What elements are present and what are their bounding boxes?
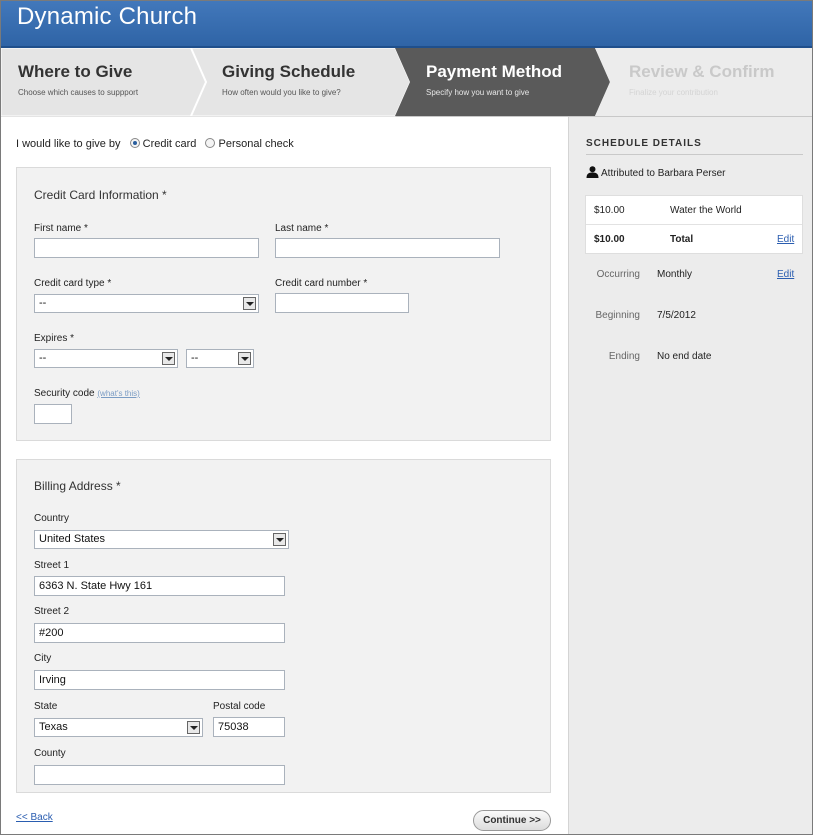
postal-code-label: Postal code: [213, 701, 266, 712]
expires-year-value: --: [191, 352, 199, 364]
postal-code-input[interactable]: 75038: [213, 717, 285, 737]
gift-line-row: [586, 196, 802, 225]
dropdown-arrow-icon: [238, 352, 251, 365]
street2-label: Street 2: [34, 606, 70, 617]
beginning-label: Beginning: [595, 310, 640, 321]
country-value: United States: [39, 533, 106, 545]
dropdown-arrow-icon: [162, 352, 175, 365]
step-where-to-give[interactable]: [1, 48, 191, 116]
expires-year-select[interactable]: [186, 349, 254, 368]
card-type-select[interactable]: [34, 294, 259, 313]
state-label: State: [34, 701, 58, 712]
security-code-input[interactable]: [34, 404, 72, 424]
occurring-label: Occurring: [596, 269, 640, 280]
attributed-text: Attributed to Barbara Perser: [601, 168, 726, 179]
back-link[interactable]: << Back: [16, 812, 53, 823]
street1-input[interactable]: 6363 N. State Hwy 161: [34, 576, 285, 596]
dropdown-arrow-icon: [243, 297, 256, 310]
beginning-value: 7/5/2012: [657, 310, 696, 321]
whats-this-link[interactable]: (what's this): [97, 389, 140, 398]
schedule-details-sidebar: [568, 117, 813, 835]
schedule-details-title: SCHEDULE DETAILS: [586, 138, 702, 149]
state-value: Texas: [39, 721, 68, 733]
gift-line-fund: Water the World: [670, 205, 742, 216]
step-title: Payment Method: [426, 62, 563, 81]
step-subtitle: Choose which causes to suppport: [18, 88, 139, 97]
dropdown-arrow-icon: [273, 533, 286, 546]
county-input[interactable]: [34, 765, 285, 785]
edit-gift-link[interactable]: Edit: [777, 234, 795, 245]
step-payment-method: [409, 48, 599, 116]
credit-card-radio-label[interactable]: Credit card: [142, 138, 197, 150]
street1-label: Street 1: [34, 560, 70, 571]
credit-card-title: Credit Card Information *: [34, 188, 167, 202]
street2-input[interactable]: #200: [34, 623, 285, 643]
expires-label: Expires *: [34, 333, 75, 344]
step-subtitle: Specify how you want to give: [426, 88, 530, 97]
last-name-label: Last name *: [275, 223, 329, 234]
city-input[interactable]: Irving: [34, 670, 285, 690]
person-icon: [586, 166, 599, 178]
step-title: Where to Give: [18, 62, 133, 81]
step-title: Review & Confirm: [629, 62, 775, 81]
country-select[interactable]: [34, 530, 289, 549]
step-giving-schedule[interactable]: [205, 48, 395, 116]
step-progress-bar: [1, 48, 813, 117]
ending-value: No end date: [657, 351, 712, 362]
expires-month-value: --: [39, 352, 47, 364]
card-type-value: --: [39, 297, 47, 309]
gift-total-label: Total: [670, 234, 694, 245]
app-header: [1, 1, 813, 48]
first-name-label: First name *: [34, 223, 88, 234]
credit-card-panel: [16, 167, 551, 441]
gift-total-amount: $10.00: [594, 234, 625, 245]
occurring-value: Monthly: [657, 269, 693, 280]
billing-address-title: Billing Address *: [34, 479, 121, 493]
step-subtitle: Finalize your contribution: [629, 88, 718, 97]
personal-check-radio-label[interactable]: Personal check: [218, 138, 294, 150]
state-select[interactable]: [34, 718, 203, 737]
step-title: Giving Schedule: [222, 62, 356, 81]
country-label: Country: [34, 513, 70, 524]
credit-card-radio[interactable]: [130, 138, 140, 148]
attributed-row: [586, 166, 726, 179]
card-number-label: Credit card number *: [275, 278, 368, 289]
billing-address-panel: [16, 459, 551, 793]
ending-label: Ending: [608, 351, 640, 362]
gift-total-row: [586, 225, 802, 254]
dropdown-arrow-icon: [187, 721, 200, 734]
divider: [586, 154, 803, 155]
gift-line-amount: $10.00: [594, 205, 625, 216]
gift-summary-box: [585, 195, 803, 254]
security-code-label-row: [34, 388, 140, 399]
give-by-row: [16, 138, 294, 150]
card-type-label: Credit card type *: [34, 278, 112, 289]
card-number-input[interactable]: [275, 293, 409, 313]
step-subtitle: How often would you like to give?: [222, 88, 341, 97]
county-label: County: [34, 748, 66, 759]
city-label: City: [34, 653, 52, 664]
step-review-confirm: [612, 48, 812, 116]
personal-check-radio[interactable]: [205, 138, 215, 148]
give-by-label: I would like to give by: [16, 138, 121, 150]
continue-button[interactable]: Continue >>: [473, 810, 551, 831]
first-name-input[interactable]: [34, 238, 259, 258]
security-code-label: Security code: [34, 388, 95, 399]
church-title: Dynamic Church: [17, 3, 198, 30]
edit-schedule-link[interactable]: Edit: [777, 269, 795, 280]
last-name-input[interactable]: [275, 238, 500, 258]
expires-month-select[interactable]: [34, 349, 178, 368]
